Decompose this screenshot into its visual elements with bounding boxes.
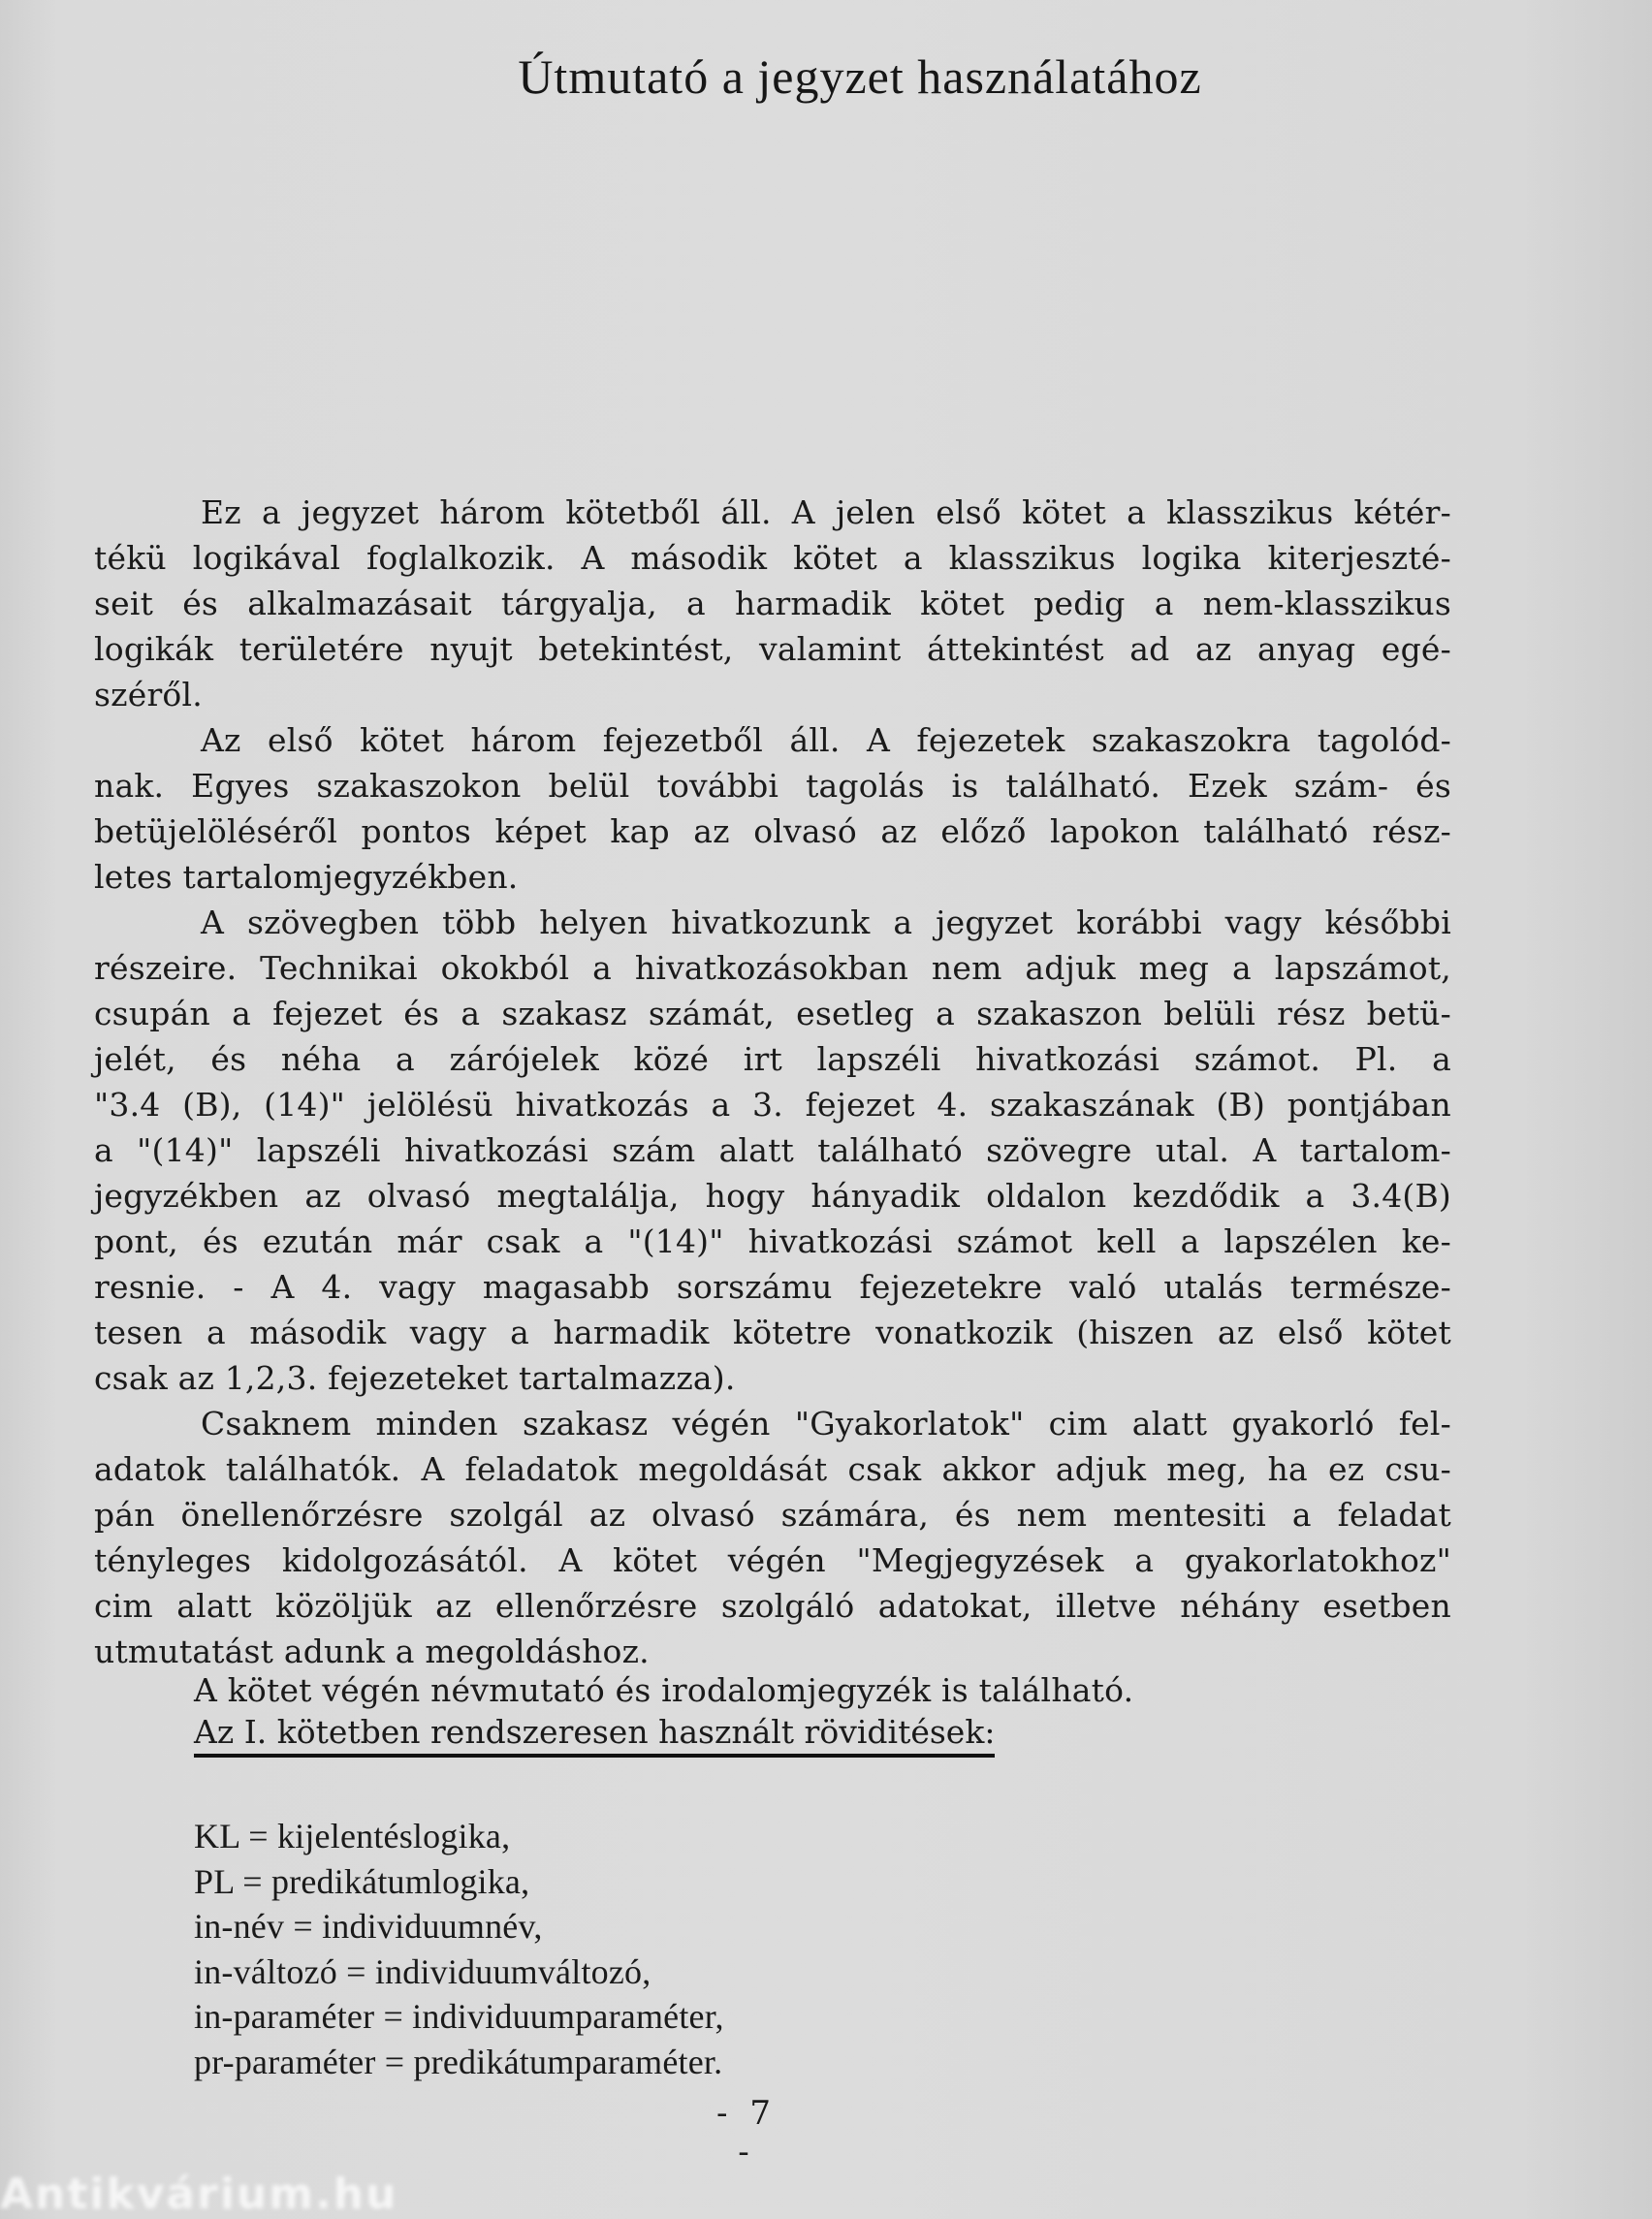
abbreviation-item: in-paraméter = individuumparaméter,: [194, 1997, 724, 2036]
paragraph-line: Csaknem minden szakasz végén "Gyakorlatok" cim alatt gyakorló fel-: [201, 1405, 1451, 1442]
abbreviation-item: pr-paraméter = predikátumparaméter.: [194, 2042, 723, 2081]
paragraph-line: széről.: [94, 676, 203, 713]
paragraph-line: nak. Egyes szakaszokon belül további tagolás is található. Ezek szám- és: [94, 767, 1451, 805]
paragraph-line: csak az 1,2,3. fejezeteket tartalmazza).: [94, 1359, 736, 1397]
closing-note: A kötet végén névmutató és irodalomjegyzék is található.: [194, 1671, 1134, 1709]
paragraph-line: a "(14)" lapszéli hivatkozási szám alatt található szövegre utal. A tartalom-: [94, 1131, 1451, 1169]
paragraph-line: cim alatt közöljük az ellenőrzésre szolgáló adatokat, illetve néhány esetben: [94, 1587, 1451, 1625]
paragraph-line: resnie. - A 4. vagy magasabb sorszámu fejezetekre való utalás természe-: [94, 1268, 1451, 1306]
page-number: - 7 -: [716, 2094, 777, 2171]
paragraph-line: pán önellenőrzésre szolgál az olvasó számára, és nem mentesiti a feladat: [94, 1496, 1451, 1534]
body-text: [94, 490, 1451, 1674]
paragraph-line: letes tartalomjegyzékben.: [94, 858, 519, 896]
abbreviation-item: KL = kijelentéslogika,: [194, 1817, 511, 1855]
paragraph-line: csupán a fejezet és a szakasz számát, esetleg a szakaszon belüli rész betü-: [94, 995, 1451, 1032]
closing-section: [194, 1667, 1163, 2084]
abbreviations-heading: Az I. kötetben rendszeresen használt röviditések:: [194, 1713, 995, 1758]
paragraph-line: jegyzékben az olvasó megtalálja, hogy hányadik oldalon kezdődik a 3.4(B): [94, 1177, 1451, 1215]
abbreviation-item: PL = predikátumlogika,: [194, 1861, 530, 1901]
abbreviation-item: in-név = individuumnév,: [194, 1907, 543, 1946]
paragraph-line: részeire. Technikai okokból a hivatkozásokban nem adjuk meg a lapszámot,: [94, 949, 1451, 987]
paragraph-line: tényleges kidolgozásától. A kötet végén "Megjegyzések a gyakorlatokhoz": [94, 1541, 1451, 1579]
paragraph-line: Az első kötet három fejezetből áll. A fejezetek szakaszokra tagolód-: [201, 721, 1451, 759]
paragraph-line: "3.4 (B), (14)" jelölésü hivatkozás a 3. fejezet 4. szakaszának (B) pontjában: [94, 1086, 1451, 1124]
paragraph-line: logikák területére nyujt betekintést, valamint áttekintést ad az anyag egé-: [94, 630, 1451, 668]
abbreviation-item: in-változó = individuumváltozó,: [194, 1951, 651, 1991]
paragraph-line: seit és alkalmazásait tárgyalja, a harmadik kötet pedig a nem-klasszikus: [94, 585, 1451, 622]
paragraph-line: jelét, és néha a zárójelek közé irt lapszéli hivatkozási számot. Pl. a: [94, 1040, 1451, 1078]
abbreviations-list: [194, 1814, 1163, 2084]
paragraph-line: betüjelöléséről pontos képet kap az olvasó az előző lapokon található rész-: [94, 812, 1451, 850]
paragraph-line: tesen a második vagy a harmadik kötetre vonatkozik (hiszen az első kötet: [94, 1314, 1451, 1351]
paragraph-line: Ez a jegyzet három kötetből áll. A jelen első kötet a klasszikus kétér-: [201, 493, 1451, 531]
paragraph-line: utmutatást adunk a megoldáshoz.: [94, 1633, 650, 1670]
paragraph-line: tékü logikával foglalkozik. A második kötet a klasszikus logika kiterjeszté-: [94, 539, 1451, 577]
page-title: Útmutató a jegyzet használatához: [518, 49, 1202, 104]
paragraph-line: pont, és ezután már csak a "(14)" hivatkozási számot kell a lapszélen ke-: [94, 1222, 1451, 1260]
paragraph-line: A szövegben több helyen hivatkozunk a jegyzet korábbi vagy későbbi: [201, 903, 1451, 941]
watermark: Antikvárium.hu: [0, 2170, 398, 2219]
paragraph-line: adatok találhatók. A feladatok megoldását csak akkor adjuk meg, ha ez csu-: [94, 1450, 1451, 1488]
